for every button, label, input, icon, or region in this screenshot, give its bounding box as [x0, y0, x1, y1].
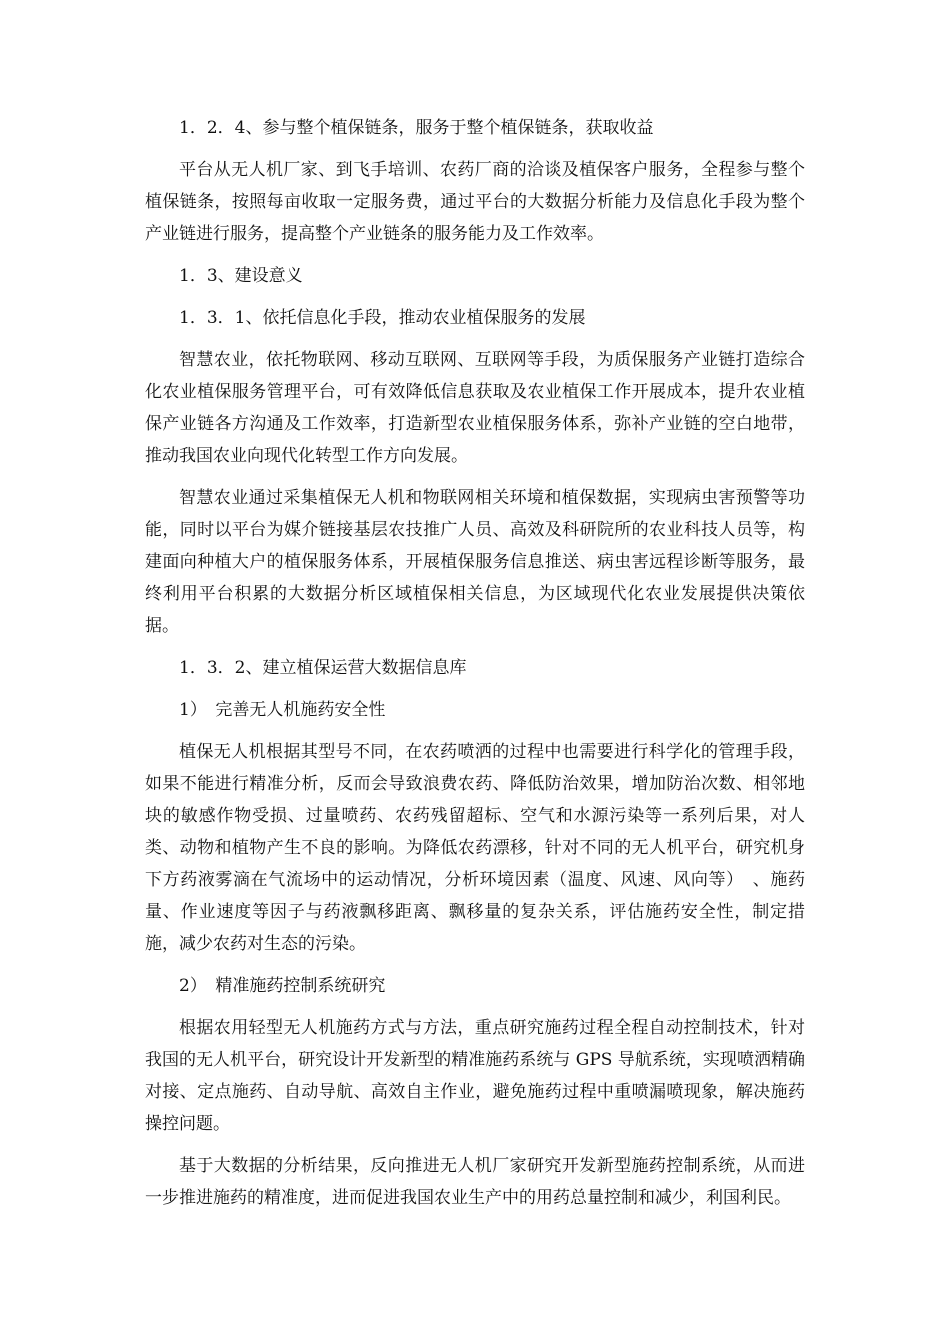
- paragraph-smart-agriculture-2: 智慧农业通过采集植保无人机和物联网相关环境和植保数据，实现病虫害预警等功能，同时以平台为媒介链接基层农技推广人员、高效及科研院所的农业科技人员等，构建面向种植大户的植保服务体系，开展植保服务信息推送、病虫害远程诊断等服务，最终利用平台积累的大数据分析区域植保相关信息，为区域现代化农业发展提供决策依据。: [145, 488, 805, 636]
- paragraph-platform-service: 平台从无人机厂家、到飞手培训、农药厂商的洽谈及植保客户服务，全程参与整个植保链条，按照每亩收取一定服务费，通过平台的大数据分析能力及信息化手段为整个产业链进行服务，提高整个产业链条的服务能力及工作效率。: [145, 160, 805, 244]
- paragraph-precision-control: 根据农用轻型无人机施药方式与方法，重点研究施药过程全程自动控制技术，针对我国的无人机平台，研究设计开发新型的精准施药系统与 GPS 导航系统，实现喷洒精确对接、定点施药、自动导航、高效自主作业，避免施药过程中重喷漏喷现象，解决施药操控问题。: [145, 1018, 805, 1134]
- section-heading-1-3-1: 1．3．1、依托信息化手段，推动农业植保服务的发展: [179, 308, 586, 328]
- paragraph-drone-safety: 植保无人机根据其型号不同，在农药喷洒的过程中也需要进行科学化的管理手段，如果不能进行精准分析，反而会导致浪费农药、降低防治效果，增加防治次数、相邻地块的敏感作物受损、过量喷药、农药残留超标、空气和水源污染等一系列后果，对人类、动物和植物产生不良的影响。为降低农药漂移，针对不同的无人机平台，研究机身下方药液雾滴在气流场中的运动情况，分析环境因素（温度、风速、风向等） 、施药量、作业速度等因子与药液飘移距离、飘移量的复杂关系，评估施药安全性，制定措施，减少农药对生态的污染。: [145, 742, 805, 954]
- section-heading-1-3: 1．3、建设意义: [179, 266, 303, 286]
- paragraph-smart-agriculture-1: 智慧农业，依托物联网、移动互联网、互联网等手段，为质保服务产业链打造综合化农业植保服务管理平台，可有效降低信息获取及农业植保工作开展成本，提升农业植保产业链各方沟通及工作效率，打造新型农业植保服务体系，弥补产业链的空白地带，推动我国农业向现代化转型工作方向发展。: [145, 350, 805, 466]
- document-page: [145, 112, 805, 1224]
- paragraph-big-data-result: 基于大数据的分析结果，反向推进无人机厂家研究开发新型施药控制系统，从而进一步推进施药的精准度，进而促进我国农业生产中的用药总量控制和减少，利国利民。: [145, 1156, 805, 1208]
- section-heading-1-3-2: 1．3．2、建立植保运营大数据信息库: [179, 658, 467, 678]
- subheading-drone-safety: 1） 完善无人机施药安全性: [179, 700, 386, 720]
- subheading-precision-control: 2） 精准施药控制系统研究: [179, 976, 386, 996]
- section-heading-1-2-4: 1．2．4、参与整个植保链条，服务于整个植保链条，获取收益: [179, 118, 654, 138]
